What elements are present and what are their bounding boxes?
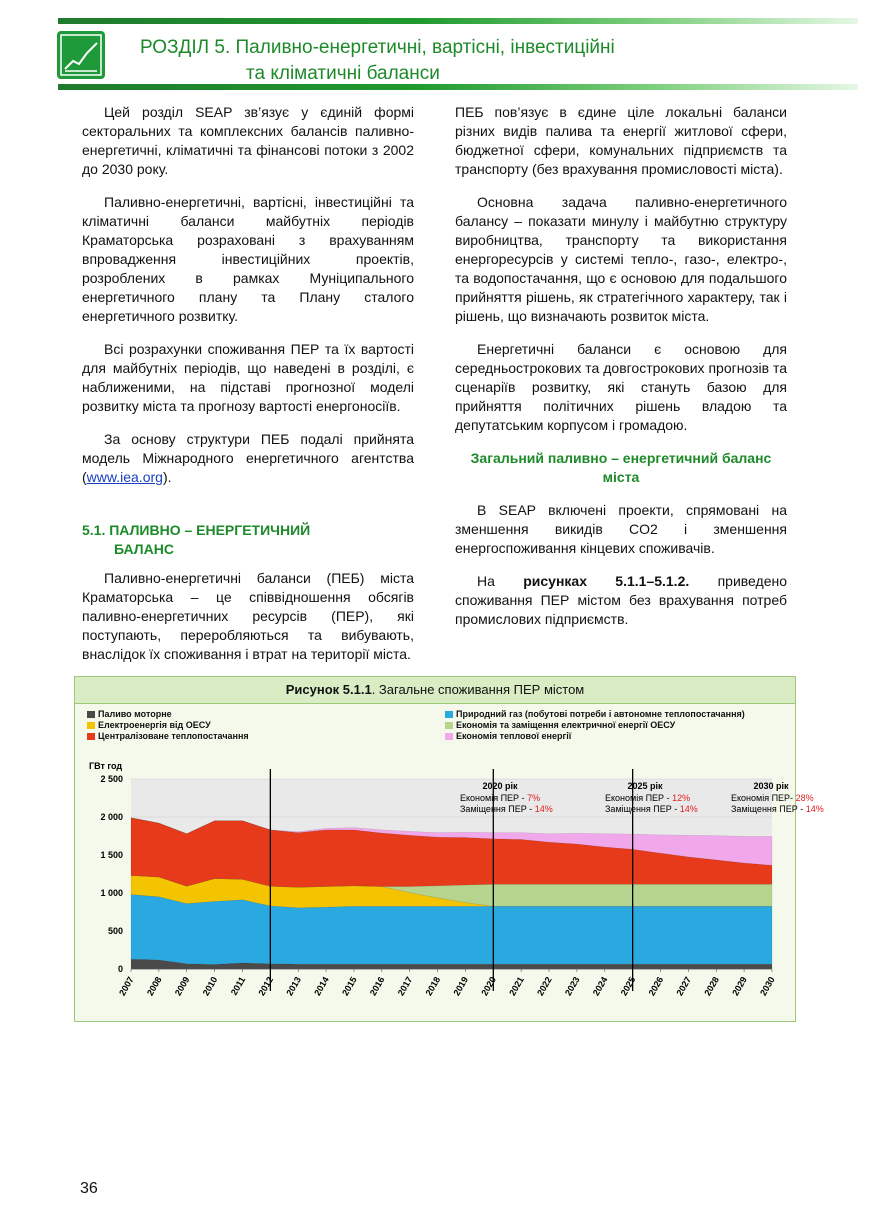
x-tick-label: 2023 <box>562 975 582 998</box>
y-tick-label: 500 <box>107 926 123 936</box>
paragraph-text: приведено споживання ПЕР містом без врахування потреб промислових підприємств. <box>455 573 788 627</box>
x-tick-label: 2025 <box>618 975 638 998</box>
x-tick-label: 2028 <box>702 975 721 998</box>
annotation-year: 2020 рік <box>482 781 518 791</box>
x-tick-label: 2024 <box>590 975 610 998</box>
x-tick-label: 2027 <box>674 975 694 998</box>
chapter-title <box>140 35 615 87</box>
paragraph: Всі розрахунки споживання ПЕР та їх вартості для майбутніх періодів, що наведені в розділі, є наближеними, на підставі прогнозної моделі розвитку міста та прогнозу вартості енергоносіїв. <box>82 341 414 414</box>
y-axis-label: ГВт год <box>89 761 123 771</box>
right-column <box>455 103 787 643</box>
section-heading-line1: 5.1. ПАЛИВНО – ЕНЕРГЕТИЧНИЙ <box>82 522 311 538</box>
iea-link[interactable]: www.iea.org <box>86 469 163 485</box>
annotation-substitution-label: Заміщення ПЕР - <box>605 804 680 814</box>
x-tick-label: 2019 <box>451 975 471 998</box>
annotation-substitution-value: 14% <box>679 804 698 814</box>
annotation-saving <box>605 793 690 803</box>
x-tick-label: 2013 <box>284 975 303 998</box>
left-column <box>82 103 414 678</box>
paragraph-text-end: ). <box>162 469 172 485</box>
header-bottom-bar <box>58 84 858 90</box>
legend-label: Паливо моторне <box>98 709 172 719</box>
annotation-substitution-value: 14% <box>534 804 553 814</box>
y-tick-label: 0 <box>117 964 123 974</box>
figure-caption-number: Рисунок 5.1.1 <box>285 682 372 697</box>
annotation-saving-label: Економія ПЕР - <box>460 793 528 803</box>
paragraph: Основна задача паливно-енергетичного балансу – показати минулу і майбутню структуру виробництва, транспорту та використання енергоресурсів у системі тепло-, газо-, електро-, та водопостачання, що є основою для подальшого прийняття рішень, як стратегічного характеру, так і рішень, що визначають розвиток міста. <box>455 194 787 324</box>
x-tick-label: 2014 <box>312 975 331 998</box>
annotation-saving-value: 12% <box>672 793 691 803</box>
paragraph: Енергетичні баланси є основою для середньострокових та довгострокових прогнозів та сценаріїв розвитку, які стануть базою для прийняття політичних рішень владою та депутатським корпусом і громадою. <box>455 341 787 433</box>
section-heading-line2: БАЛАНС <box>114 541 174 557</box>
x-tick-label: 2022 <box>535 975 554 998</box>
x-tick-label: 2020 <box>479 975 499 998</box>
annotation-substitution <box>605 804 698 814</box>
x-tick-label: 2011 <box>228 975 248 997</box>
annotation-saving <box>731 793 814 803</box>
annotation-saving-label: Економія ПЕР - <box>605 793 673 803</box>
annotation-substitution-label: Заміщення ПЕР - <box>460 804 535 814</box>
chart-logo-icon <box>57 31 105 79</box>
legend-label: Економія та заміщення електричної енергії ОЕСУ <box>456 720 676 730</box>
energy-consumption-chart <box>75 703 824 1021</box>
x-tick-label: 2009 <box>172 975 192 998</box>
annotation-year: 2030 рік <box>753 781 789 791</box>
paragraph: Паливно-енергетичні, вартісні, інвестиційні та кліматичні баланси майбутніх періодів Краматорська розраховані з врахуванням впровадження інвестиційних проектів, розроблених в рамках Муніципального енергетичного плану та Плану сталого енергетичного розвитку. <box>82 194 414 324</box>
annotation-substitution <box>460 804 553 814</box>
x-tick-label: 2016 <box>367 975 387 998</box>
paragraph-text: За основу структури ПЕБ подалі прийнята модель Міжнародного енергетичного агентства ( <box>82 431 414 485</box>
figure-5-1-1 <box>74 676 824 1022</box>
annotation-saving-label: Економія ПЕР- <box>731 793 796 803</box>
paragraph-text: На <box>477 573 524 589</box>
legend-label: Централізоване теплопостачання <box>98 731 249 741</box>
annotation-year: 2025 рік <box>627 781 663 791</box>
subheading: Загальний паливно – енергетичний баланс міста <box>470 450 772 485</box>
annotation-substitution-label: Заміщення ПЕР - <box>731 804 806 814</box>
x-tick-label: 2021 <box>507 975 526 998</box>
paragraph: Паливно-енергетичні баланси (ПЕБ) міста Краматорська – це співвідношення обсягів паливно-енергетичних ресурсів (ПЕР), які поступають, переробляються та вибувають, внаслідок їх споживання і втрат на території міста. <box>82 570 414 662</box>
chapter-title-line1: РОЗДІЛ 5. Паливно-енергетичні, вартісні, інвестиційні <box>140 37 615 58</box>
annotation-saving-value: 28% <box>795 793 814 803</box>
y-tick-label: 2 500 <box>100 774 123 784</box>
paragraph: Цей розділ SEAP зв’язує у єдиній формі секторальних та комплексних балансів паливно-енергетичні, кліматичні та фінансові потоки з 2002 до 2030 року. <box>82 104 414 177</box>
annotation-substitution-value: 14% <box>805 804 824 814</box>
paragraph: ПЕБ пов’язує в єдине ціле локальні баланси різних видів палива та енергії житлової сфери, бюджетної сфери, комунальних підприємств та транспорту (без врахування промисловості міста). <box>455 104 787 177</box>
chapter-title-line2: та кліматичні баланси <box>246 63 440 84</box>
paragraph <box>82 430 414 487</box>
figure-reference: рисунках 5.1.1–5.1.2. <box>523 573 690 589</box>
x-tick-label: 2012 <box>256 975 276 998</box>
legend-label: Електроенергія від ОЕСУ <box>98 720 211 730</box>
x-tick-label: 2026 <box>646 975 666 998</box>
legend-label: Економія теплової енергії <box>456 731 572 741</box>
x-tick-label: 2008 <box>144 975 164 998</box>
x-tick-label: 2030 <box>758 975 777 998</box>
x-tick-label: 2017 <box>395 975 415 998</box>
figure-caption-text: . Загальне споживання ПЕР містом <box>371 682 585 697</box>
annotation-saving-value: 7% <box>527 793 541 803</box>
legend-label: Природний газ (побутові потреби і автономне теплопостачання) <box>456 709 745 719</box>
y-tick-label: 2 000 <box>100 812 123 822</box>
x-tick-label: 2015 <box>340 975 359 998</box>
page-number: 36 <box>80 1180 98 1197</box>
y-tick-label: 1 000 <box>100 888 123 898</box>
header-top-bar <box>58 18 858 24</box>
section-heading <box>82 521 414 559</box>
annotation-substitution <box>731 804 824 814</box>
annotation-saving <box>460 793 540 803</box>
y-tick-label: 1 500 <box>100 850 123 860</box>
paragraph <box>455 572 787 629</box>
x-tick-label: 2007 <box>117 975 136 998</box>
paragraph: В SEAP включені проекти, спрямовані на зменшення викидів CO2 і зменшення енергоспоживання кінцевих споживачів. <box>455 502 787 556</box>
x-tick-label: 2018 <box>423 975 443 998</box>
x-tick-label: 2010 <box>200 975 220 998</box>
figure-caption <box>75 677 795 704</box>
x-tick-label: 2029 <box>730 975 749 998</box>
